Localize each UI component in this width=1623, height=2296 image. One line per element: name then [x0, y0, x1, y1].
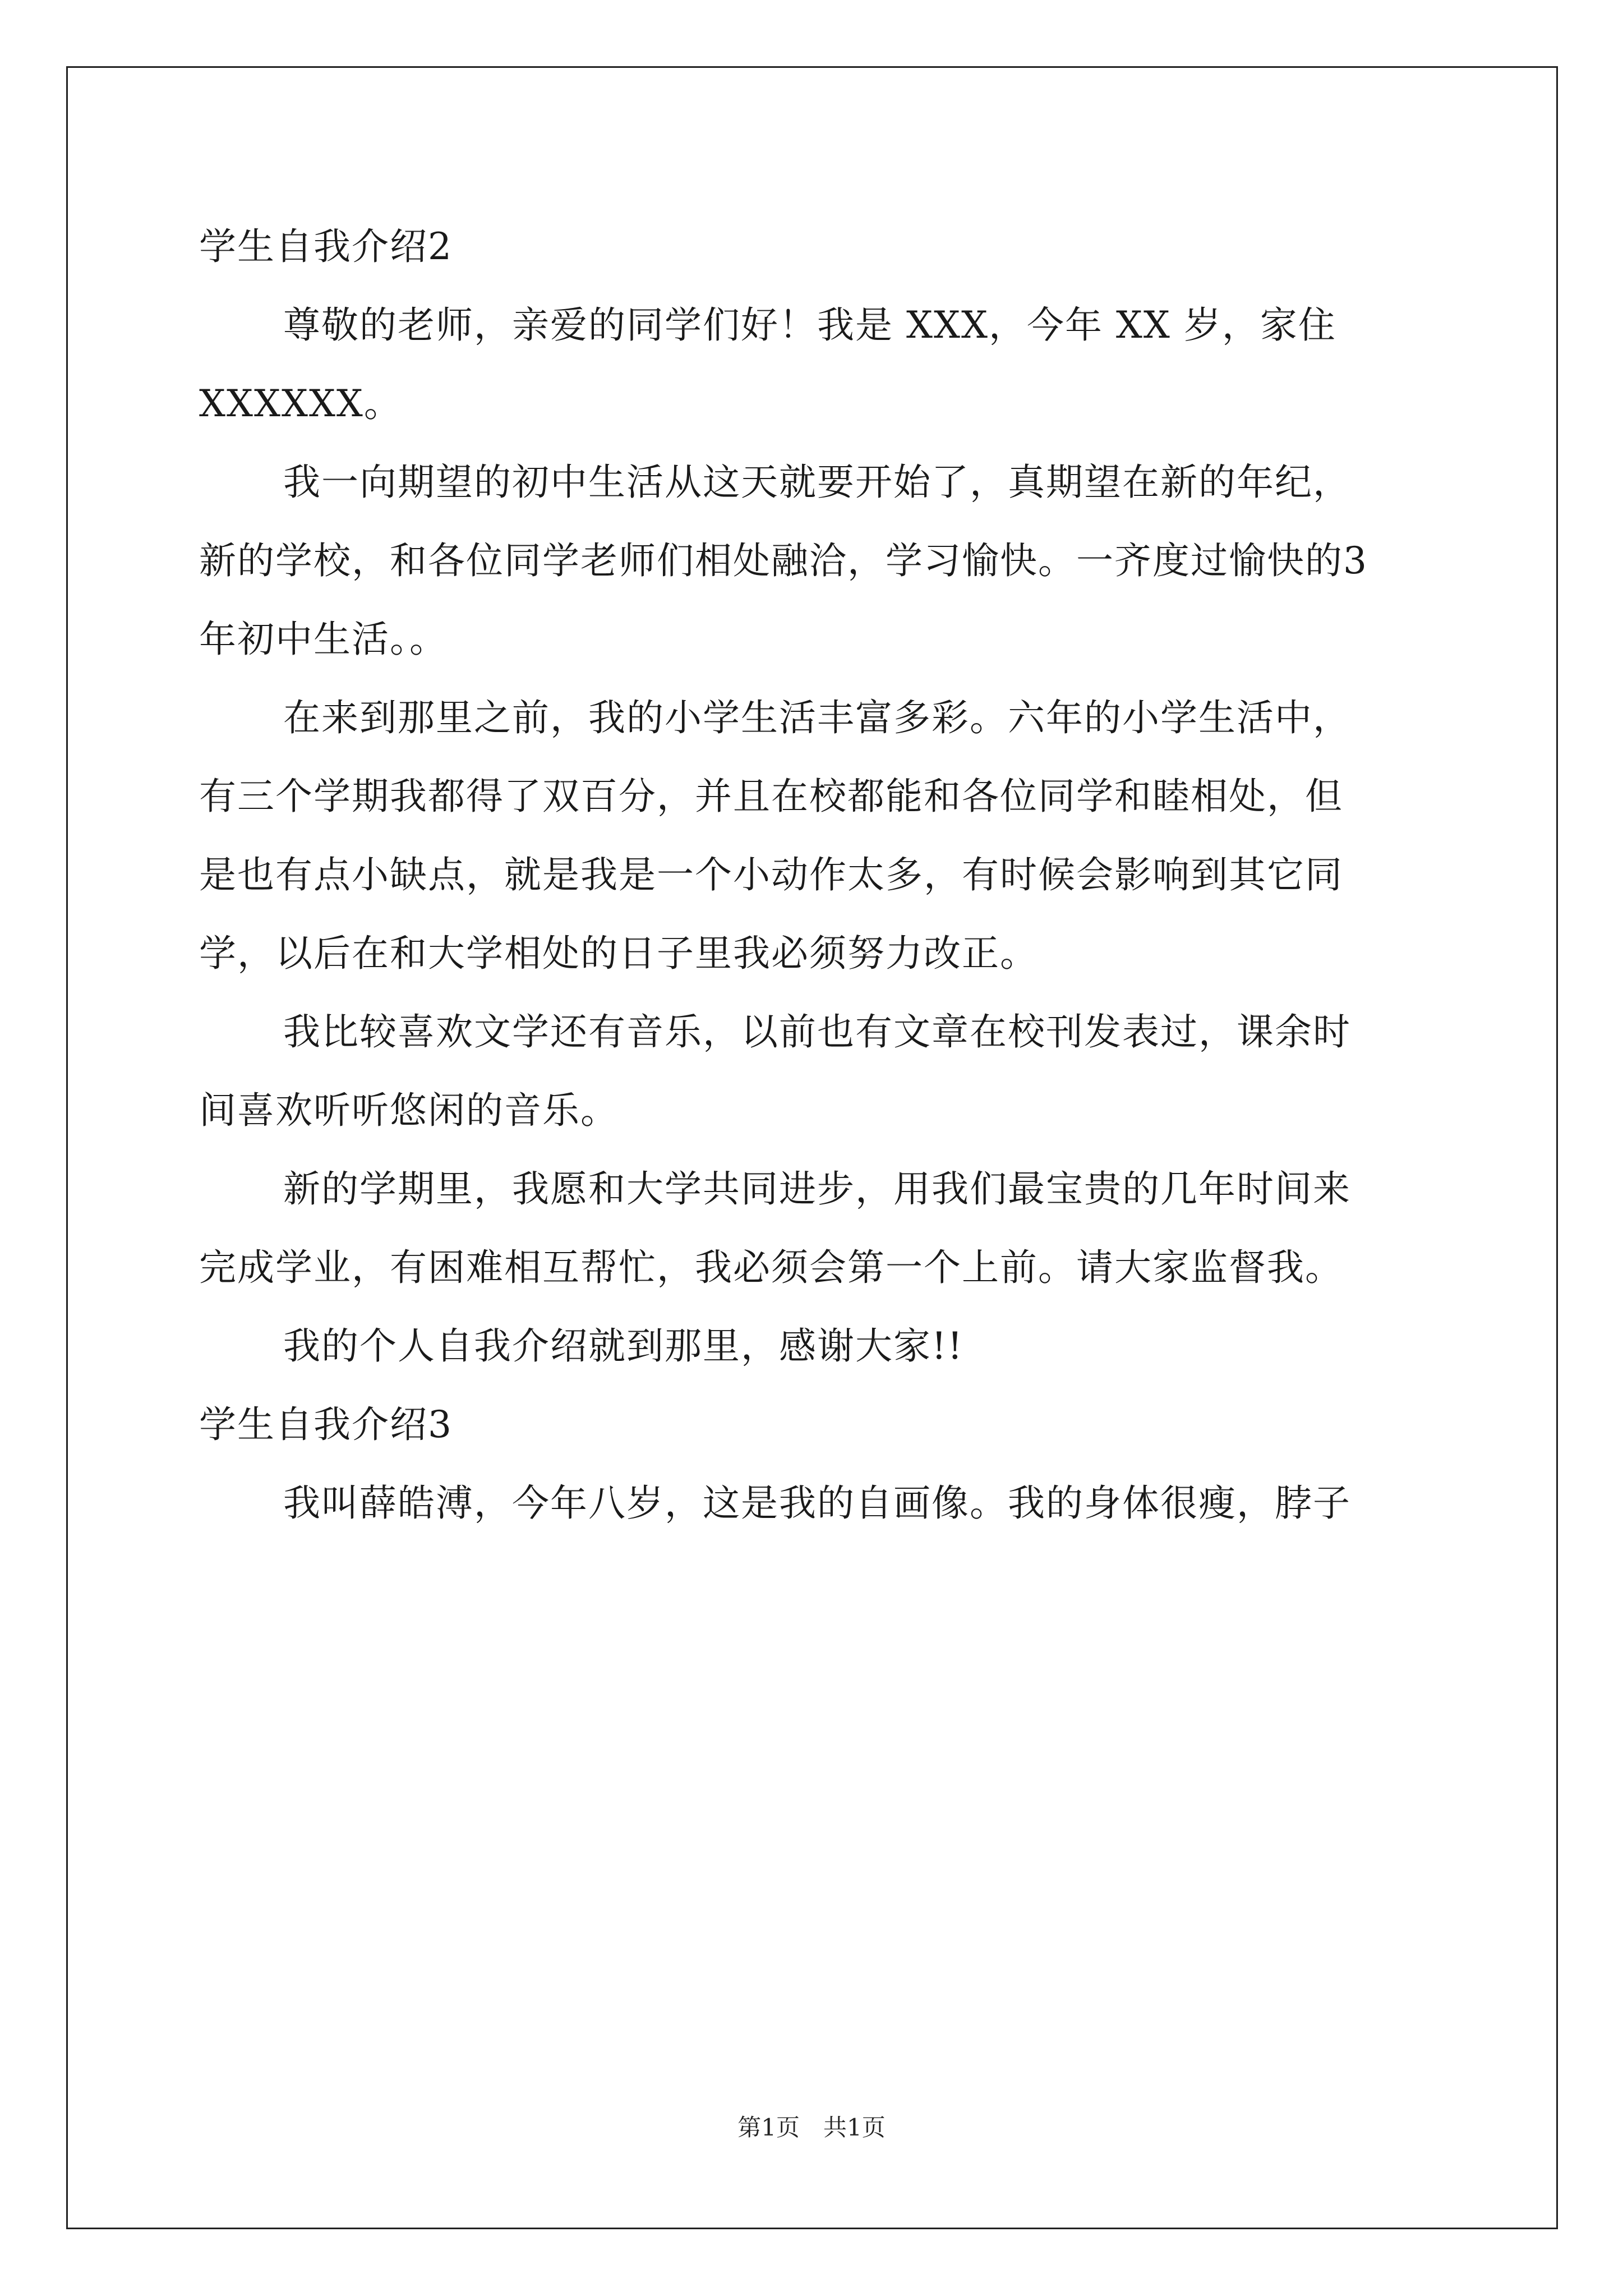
paragraph-line: 是也有点小缺点，就是我是一个小动作太多，有时候会影响到其它同	[199, 853, 1343, 896]
paragraph-line: 尊敬的老师，亲爱的同学们好！我是 XXX，今年 XX 岁，家住	[283, 303, 1336, 347]
section-heading: 学生自我介绍2	[199, 225, 453, 268]
section-heading: 学生自我介绍3	[199, 1403, 453, 1446]
paragraph-line: 新的学期里，我愿和大学共同进步，用我们最宝贵的几年时间来	[283, 1167, 1351, 1211]
paragraph-line: XXXXXX。	[199, 382, 402, 425]
paragraph-line: 年初中生活。。	[199, 618, 448, 661]
paragraph-line: 我叫薛皓溥，今年八岁，这是我的自画像。我的身体很瘦，脖子	[283, 1481, 1351, 1525]
paragraph-line: 在来到那里之前，我的小学生活丰富多彩。六年的小学生活中，	[283, 696, 1351, 739]
paragraph-line: 有三个学期我都得了双百分，并且在校都能和各位同学和睦相处，但	[199, 775, 1343, 818]
paragraph-line: 我的个人自我介绍就到那里，感谢大家!!	[283, 1324, 964, 1368]
paragraph-line: 学，以后在和大学相处的日子里我必须努力改正。	[199, 932, 1038, 975]
paragraph-line: 完成学业，有困难相互帮忙，我必须会第一个上前。请大家监督我。	[199, 1246, 1343, 1289]
paragraph-line: 新的学校，和各位同学老师们相处融洽，学习愉快。一齐度过愉快的3	[199, 539, 1368, 582]
document-body	[199, 208, 1433, 1543]
paragraph-line: 间喜欢听听悠闲的音乐。	[199, 1089, 619, 1132]
paragraph-line: 我一向期望的初中生活从这天就要开始了，真期望在新的年纪，	[283, 461, 1351, 504]
page-footer: 第1页 共1页	[737, 2114, 886, 2141]
paragraph-line: 我比较喜欢文学还有音乐，以前也有文章在校刊发表过，课余时	[283, 1010, 1351, 1053]
